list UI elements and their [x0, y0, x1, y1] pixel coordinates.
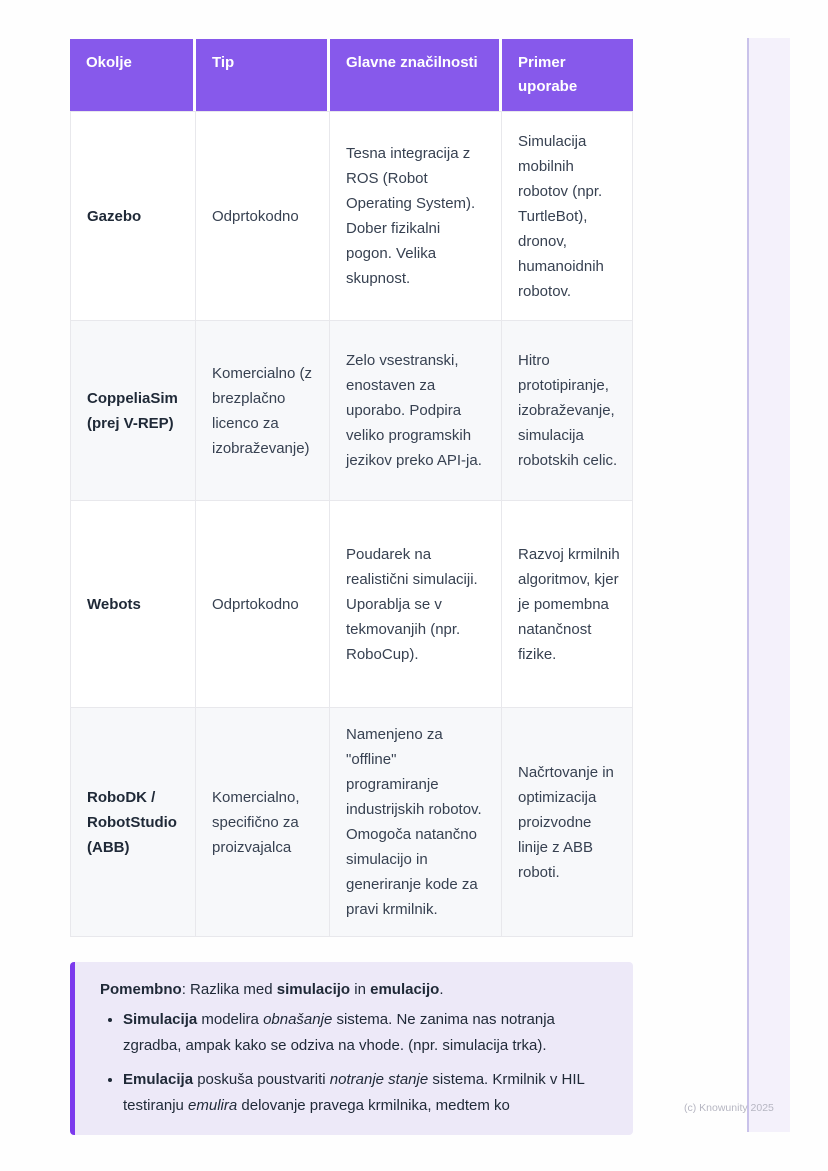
cell-uporaba: [502, 112, 633, 320]
simulation-environments-table: [70, 39, 633, 937]
table-row-gazebo: [70, 111, 633, 321]
cell-text: RoboDK / RobotStudio (ABB): [87, 788, 177, 856]
cell-okolje: [70, 708, 196, 936]
cell-okolje: [70, 112, 196, 320]
cell-text: Simulacija mobilnih robotov (npr. TurtleBot), dronov, humanoidnih robotov.: [518, 132, 604, 300]
cell-tip: [196, 112, 330, 320]
cell-tip: [196, 321, 330, 500]
cell-uporaba: [502, 708, 633, 936]
cell-text: Razvoj krmilnih algoritmov, kjer je pomembna natančnost fizike.: [518, 545, 620, 663]
column-header-znacilnosti: Glavne značilnosti: [330, 39, 502, 111]
cell-text: Zelo vsestranski, enostaven za uporabo. Podpira veliko programskih jezikov preko API-ja.: [346, 352, 482, 469]
table-row-webots: [70, 501, 633, 708]
cell-znacilnosti: [330, 321, 502, 500]
callout-heading: Pomembno: Razlika med simulacijo in emulacijo.: [100, 981, 444, 998]
callout-bullet-emulacija: • Emulacija poskuša poustvariti notranje stanje sistema. Krmilnik v HIL testiranju emulira delovanje pravega krmilnika, medtem ko: [123, 1067, 613, 1119]
callout-bullet-list: [100, 1007, 613, 1119]
cell-uporaba: [502, 321, 633, 500]
cell-znacilnosti: [330, 708, 502, 936]
table-header-row: [70, 39, 633, 111]
copyright-watermark: (c) Knowunity 2025: [684, 1102, 774, 1114]
cell-tip: [196, 501, 330, 707]
cell-text: Odprtokodno: [212, 207, 299, 225]
cell-text: Namenjeno za "offline" programiranje industrijskih robotov. Omogoča natančno simulacijo in generiranje kode za pravi krmilnik.: [346, 726, 482, 918]
cell-text: Načrtovanje in optimizacija proizvodne linije z ABB roboti.: [518, 763, 614, 881]
cell-text: CoppeliaSim (prej V-REP): [87, 389, 178, 432]
cell-okolje: [70, 321, 196, 500]
table-row-robodk: [70, 708, 633, 937]
cell-text: Komercialno (z brezplačno licenco za izobraževanje): [212, 364, 313, 457]
cell-text: Webots: [87, 595, 141, 613]
cell-text: Odprtokodno: [212, 595, 299, 613]
table-row-coppeliasim: [70, 321, 633, 501]
cell-znacilnosti: [330, 112, 502, 320]
column-header-okolje: Okolje: [70, 39, 196, 111]
cell-okolje: [70, 501, 196, 707]
column-header-tip: Tip: [196, 39, 330, 111]
cell-tip: [196, 708, 330, 936]
cell-text: Tesna integracija z ROS (Robot Operating System). Dober fizikalni pogon. Velika skupnost.: [346, 145, 476, 287]
table-body: [70, 111, 633, 937]
page-scrollbar[interactable]: [747, 38, 790, 1132]
cell-znacilnosti: [330, 501, 502, 707]
important-note-callout: [70, 962, 633, 1135]
cell-text: Hitro prototipiranje, izobraževanje, simulacija robotskih celic.: [518, 352, 618, 469]
cell-text: Gazebo: [87, 207, 142, 225]
cell-text: Komercialno, specifično za proizvajalca: [212, 788, 300, 856]
callout-bullet-simulacija: • Simulacija modelira obnašanje sistema. Ne zanima nas notranja zgradba, ampak kako se odziva na vhode. (npr. simulacija trka).: [123, 1007, 613, 1059]
cell-text: Poudarek na realistični simulaciji. Uporablja se v tekmovanjih (npr. RoboCup).: [346, 545, 478, 663]
column-header-uporaba: Primer uporabe: [502, 39, 633, 111]
cell-uporaba: [502, 501, 633, 707]
